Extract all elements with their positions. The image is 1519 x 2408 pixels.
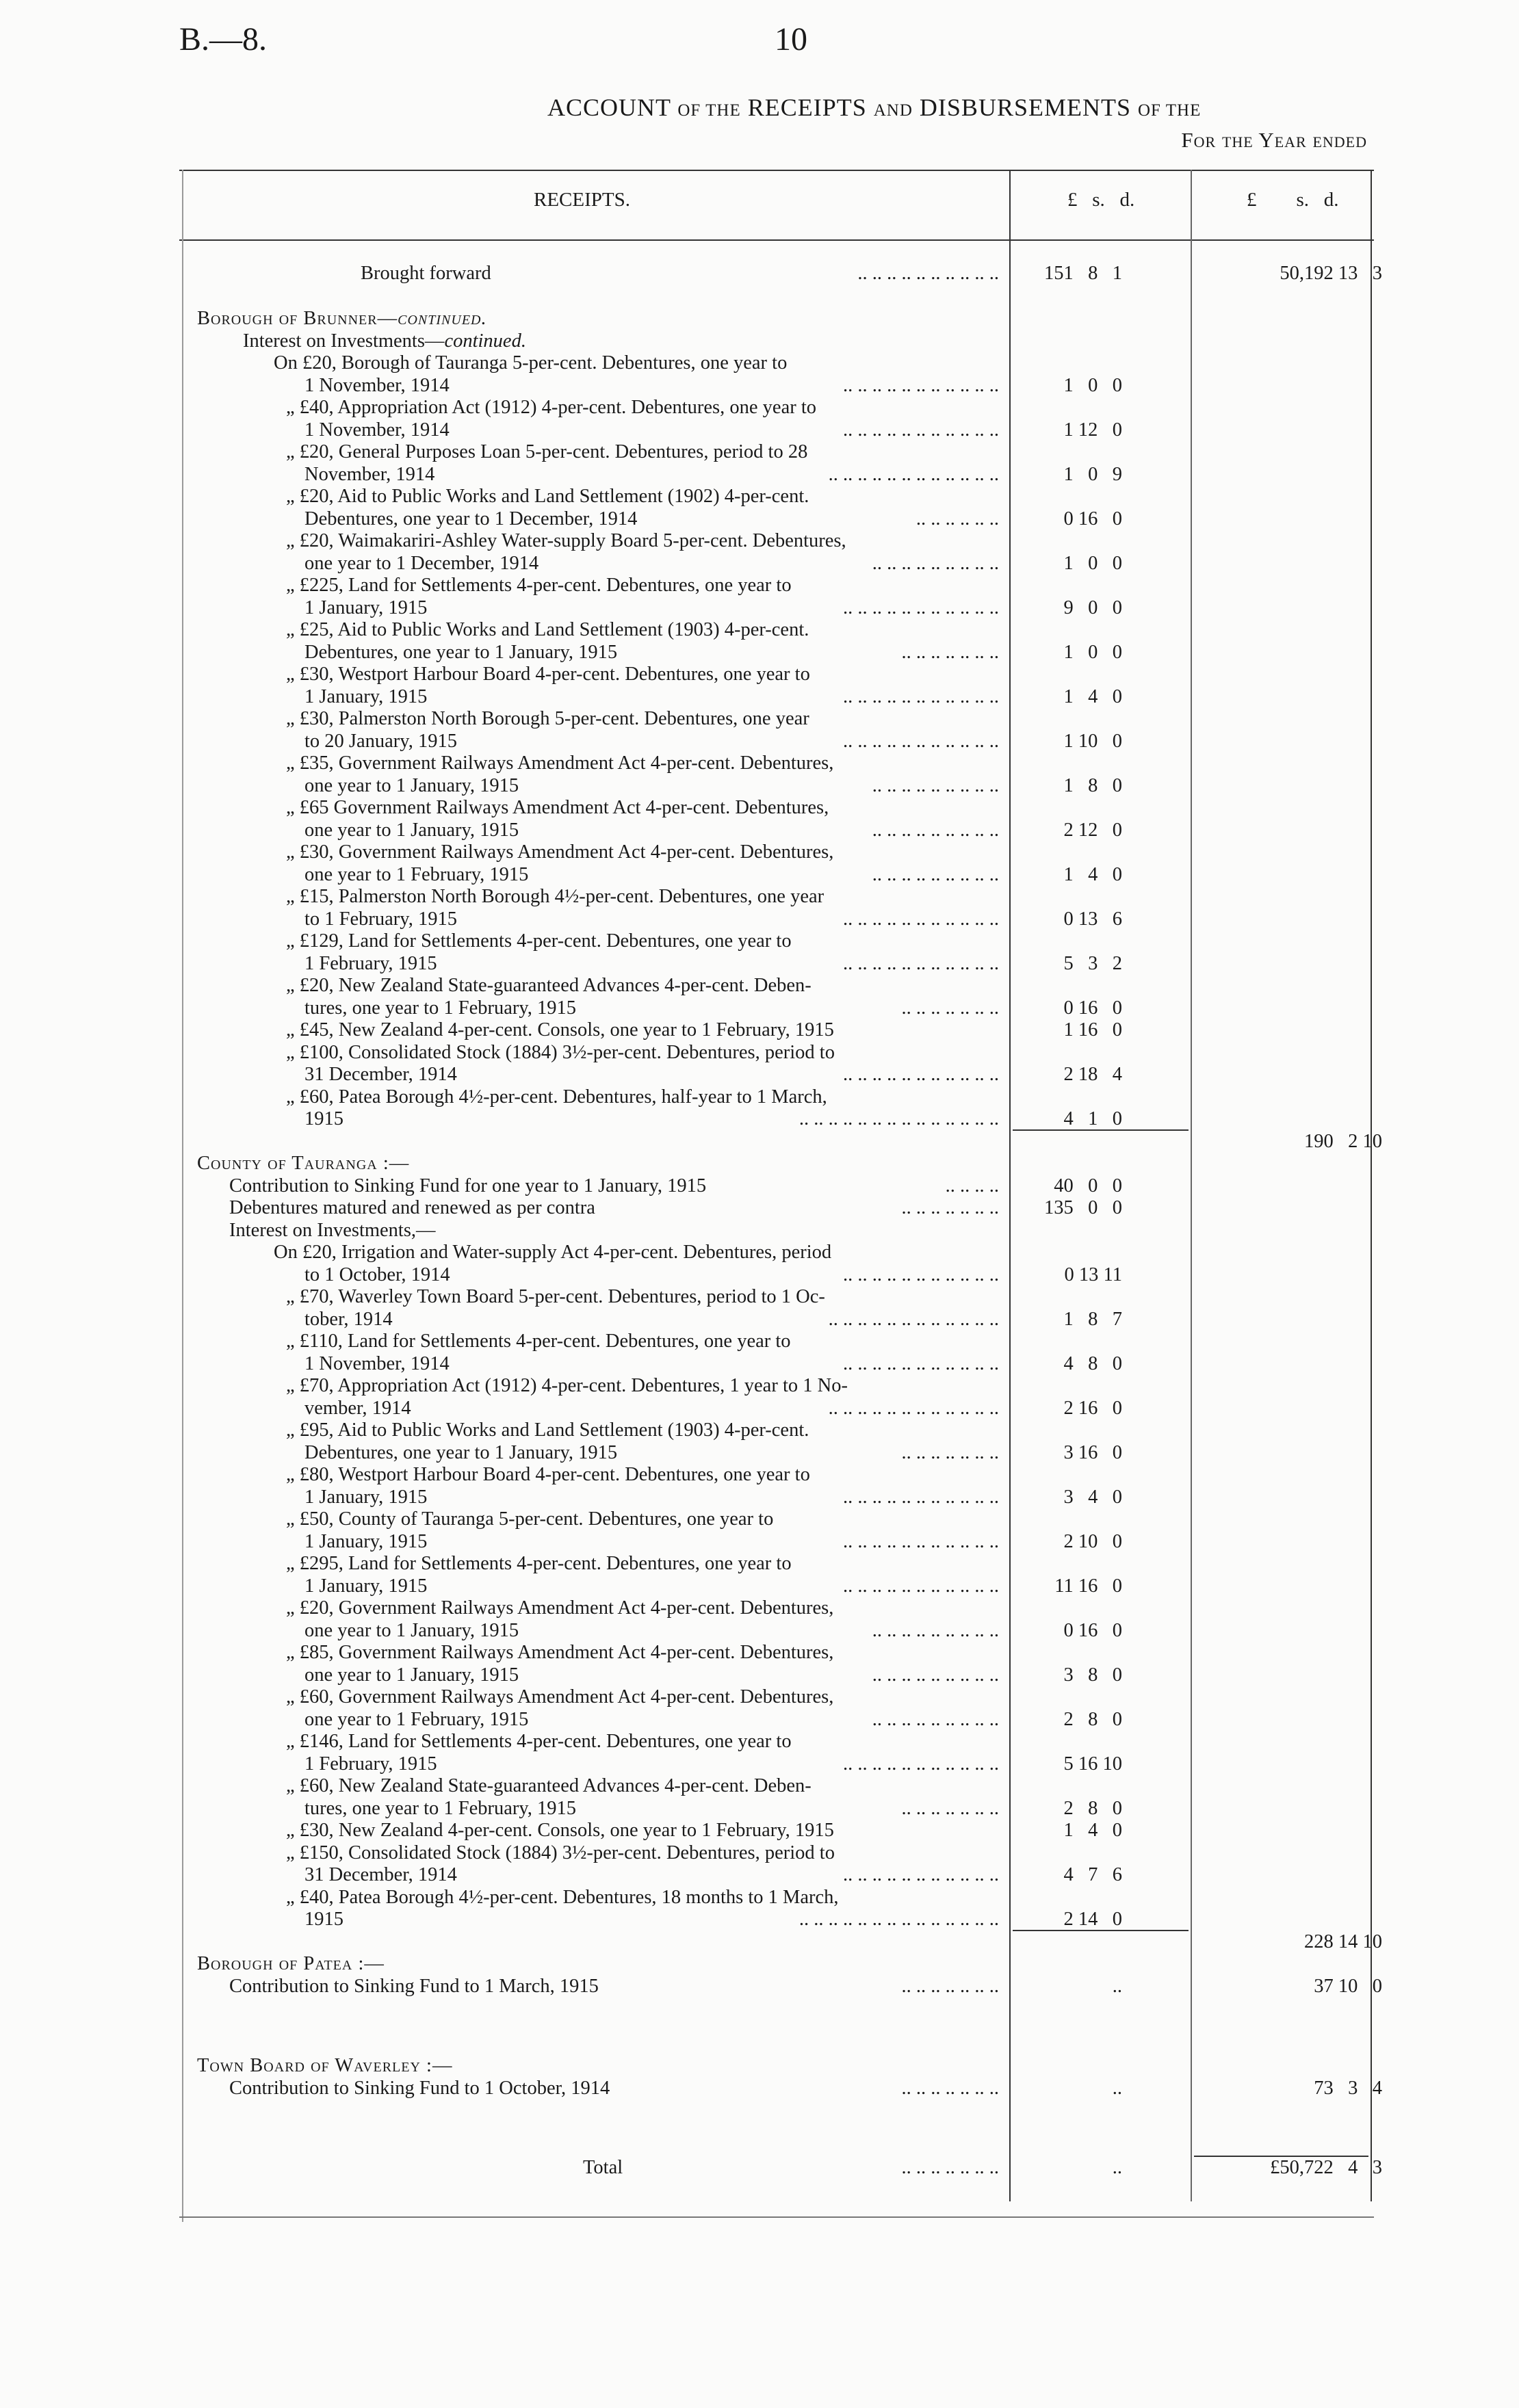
brought-forward-c2: 50,192 13 3 xyxy=(1280,263,1382,284)
table-row xyxy=(0,1664,1519,1687)
amount-c1: 3 4 0 xyxy=(1063,1486,1122,1508)
table-row xyxy=(0,530,1519,553)
item-line-cont: to 1 October, 1914 xyxy=(304,1264,450,1285)
table-row xyxy=(0,1131,1519,1153)
table-row xyxy=(0,664,1519,686)
item-line: „ £20, Aid to Public Works and Land Settlement (1902) 4-per-cent. xyxy=(286,486,809,507)
table-row xyxy=(0,1464,1519,1487)
table-row xyxy=(0,775,1519,798)
table-row xyxy=(0,397,1519,419)
item-line: „ £50, County of Tauranga 5-per-cent. Debentures, one year to xyxy=(286,1508,774,1530)
item-line: „ £20, Government Railways Amendment Act 4-per-cent. Debentures, xyxy=(286,1597,834,1619)
title-word: ACCOUNT xyxy=(547,94,671,121)
table-row xyxy=(0,1553,1519,1575)
subtotal-patea: 37 10 0 xyxy=(1314,1975,1382,1997)
item-line-cont: 1 February, 1915 xyxy=(304,1753,437,1775)
item-line: „ £70, Waverley Town Board 5-per-cent. Debentures, period to 1 Oc- xyxy=(286,1286,825,1307)
table-row xyxy=(0,253,1519,263)
table-row xyxy=(0,1731,1519,1753)
table-row xyxy=(0,597,1519,620)
leader-dots: .. .. .. .. .. .. .. .. .. xyxy=(872,1619,999,1641)
item-line: „ £80, Westport Harbour Board 4-per-cent. Debentures, one year to xyxy=(286,1464,810,1485)
subtotal-brunner: 190 2 10 xyxy=(1304,1130,1382,1152)
table-row xyxy=(0,1487,1519,1509)
table-row xyxy=(0,908,1519,931)
leader-dots: .. .. .. .. .. .. .. .. .. .. .. xyxy=(843,419,999,441)
table-row xyxy=(0,975,1519,997)
table-row xyxy=(0,1398,1519,1420)
table-row xyxy=(0,953,1519,976)
table-row xyxy=(0,1998,1519,2041)
leader-dots: .. .. .. .. .. .. .. xyxy=(901,2157,999,2178)
amount-c1: 4 8 0 xyxy=(1063,1352,1122,1374)
table-row xyxy=(0,508,1519,531)
item-line: „ £20, Waimakariri-Ashley Water-supply Board 5-per-cent. Debentures, xyxy=(286,530,846,551)
table-row xyxy=(0,1353,1519,1376)
table-row xyxy=(0,752,1519,775)
item-line: „ £20, General Purposes Loan 5-per-cent. Debentures, period to 28 xyxy=(286,441,808,462)
item-line-cont: one year to 1 January, 1915 xyxy=(304,819,519,841)
leader-dots: .. .. .. .. .. .. xyxy=(916,508,999,529)
table-row xyxy=(0,1597,1519,1620)
item-line: On £20, Borough of Tauranga 5-per-cent. Debentures, one year to xyxy=(274,352,788,374)
table-row xyxy=(0,1108,1519,1131)
table-row xyxy=(0,1620,1519,1643)
leader-dots: .. .. .. .. .. .. .. xyxy=(901,997,999,1019)
table-row xyxy=(0,1976,1519,1998)
item-line-cont: one year to 1 January, 1915 xyxy=(304,774,519,796)
amount-c1: 3 8 0 xyxy=(1063,1664,1122,1686)
table-row xyxy=(0,1220,1519,1242)
item-line-cont: 31 December, 1914 xyxy=(304,1864,457,1885)
table-row xyxy=(0,642,1519,664)
leader-dots: .. .. .. .. .. .. .. .. .. .. .. xyxy=(843,1575,999,1597)
table-row xyxy=(0,1753,1519,1776)
table-row xyxy=(0,820,1519,842)
table-row xyxy=(0,1442,1519,1465)
amount-c1: 135 0 0 xyxy=(1044,1197,1122,1218)
item-line: „ £129, Land for Settlements 4-per-cent. Debentures, one year to xyxy=(286,930,792,952)
table-row xyxy=(0,575,1519,597)
table-row xyxy=(0,263,1519,287)
section-heading-tauranga: County of Tauranga :— xyxy=(197,1153,410,1174)
amount-c1: 40 0 0 xyxy=(1054,1175,1122,1196)
table-row xyxy=(0,797,1519,820)
subtotal-tauranga: 228 14 10 xyxy=(1304,1931,1382,1952)
leader-dots: .. .. .. .. .. .. .. .. .. .. .. xyxy=(843,908,999,930)
leader-dots: .. .. .. .. .. .. .. .. .. .. .. .. xyxy=(828,463,999,485)
item-line: Contribution to Sinking Fund to 1 October, 1914 xyxy=(229,2077,610,2099)
item-line-cont: 1 February, 1915 xyxy=(304,952,437,974)
item-line-cont: vember, 1914 xyxy=(304,1397,411,1419)
amount-c1: 1 12 0 xyxy=(1063,419,1122,441)
table-row xyxy=(0,1820,1519,1842)
item-line: „ £30, New Zealand 4-per-cent. Consols, one year to 1 February, 1915 xyxy=(286,1820,834,1841)
table-row xyxy=(0,1531,1519,1554)
item-line: Contribution to Sinking Fund for one year to 1 January, 1915 xyxy=(229,1175,707,1196)
table-row xyxy=(0,1419,1519,1442)
table-row xyxy=(0,2041,1519,2055)
continued-label: continued. xyxy=(398,308,487,329)
leader-dots: .. .. .. .. .. .. .. .. .. xyxy=(872,863,999,885)
leader-dots: .. .. .. .. .. .. .. xyxy=(901,1197,999,1218)
item-line: „ £65 Government Railways Amendment Act 4-per-cent. Debentures, xyxy=(286,797,829,818)
table-row xyxy=(0,1286,1519,1309)
amount-c1: 0 13 11 xyxy=(1064,1264,1122,1285)
subheading-interest: Interest on Investments—continued. xyxy=(243,330,526,352)
table-row xyxy=(0,1775,1519,1798)
table-row xyxy=(0,553,1519,575)
title-word: AND xyxy=(873,101,913,120)
col1-header: £ s. d. xyxy=(1067,189,1135,211)
item-line: Contribution to Sinking Fund to 1 March, 1915 xyxy=(229,1975,599,1997)
leader-dots: .. .. .. .. .. .. .. xyxy=(901,641,999,663)
leader-dots: .. .. .. .. xyxy=(945,1175,999,1196)
leader-dots: .. .. .. .. .. .. .. .. .. xyxy=(872,819,999,841)
item-line: „ £30, Westport Harbour Board 4-per-cent. Debentures, one year to xyxy=(286,664,810,685)
item-line: „ £20, New Zealand State-guaranteed Advances 4-per-cent. Deben- xyxy=(286,975,812,996)
leader-dots: .. .. .. .. .. .. .. .. .. .. .. xyxy=(843,730,999,752)
item-line: „ £100, Consolidated Stock (1884) 3½-per-cent. Debentures, period to xyxy=(286,1041,835,1063)
item-line-cont: Debentures, one year to 1 January, 1915 xyxy=(304,641,618,663)
table-row xyxy=(0,708,1519,731)
amount-c1: 5 16 10 xyxy=(1063,1753,1122,1775)
item-line-cont: one year to 1 January, 1915 xyxy=(304,1664,519,1686)
item-line: „ £15, Palmerston North Borough 4½-per-cent. Debentures, one year xyxy=(286,886,825,907)
total-label: Total xyxy=(583,2157,623,2178)
table-row xyxy=(0,486,1519,508)
table-row xyxy=(0,1887,1519,1909)
leader-dots: .. .. .. .. .. .. .. .. .. xyxy=(872,774,999,796)
amount-c1: 2 12 0 xyxy=(1063,819,1122,841)
section-heading-brunner: Borough of Brunner—continued. xyxy=(197,308,487,329)
table-row xyxy=(0,1197,1519,1220)
amount-c1: 2 18 4 xyxy=(1063,1064,1122,1085)
table-row xyxy=(0,352,1519,375)
table-row xyxy=(0,1086,1519,1109)
amount-c1: 2 16 0 xyxy=(1063,1397,1122,1419)
table-row xyxy=(0,686,1519,709)
amount-c1: 1 8 0 xyxy=(1063,774,1122,796)
item-line: „ £60, Patea Borough 4½-per-cent. Debentures, half-year to 1 March, xyxy=(286,1086,827,1108)
title-word: OF THE xyxy=(1137,101,1202,120)
item-line: „ £25, Aid to Public Works and Land Settlement (1903) 4-per-cent. xyxy=(286,619,809,640)
table-row xyxy=(0,930,1519,953)
table-row xyxy=(0,1153,1519,1175)
amount-c1: 1 4 0 xyxy=(1063,863,1122,885)
continued-label: continued. xyxy=(444,330,526,352)
amount-c1: 1 0 0 xyxy=(1063,641,1122,663)
item-line-cont: 1 January, 1915 xyxy=(304,1530,428,1552)
table-row xyxy=(0,1798,1519,1820)
item-line-cont: one year to 1 January, 1915 xyxy=(304,1619,519,1641)
leader-dots: .. .. .. .. .. .. .. .. .. .. xyxy=(857,263,999,284)
brought-forward-c1: 151 8 1 xyxy=(1044,263,1122,284)
title-word: RECEIPTS xyxy=(747,94,867,121)
leader-dots: .. .. .. .. .. .. .. xyxy=(901,2077,999,2099)
amount-c1: 1 8 7 xyxy=(1063,1308,1122,1330)
amount-c1: 4 1 0 xyxy=(1063,1108,1122,1129)
table-row xyxy=(0,1842,1519,1865)
item-line: „ £85, Government Railways Amendment Act 4-per-cent. Debentures, xyxy=(286,1642,834,1663)
table-row xyxy=(0,308,1519,330)
amount-c1: 1 10 0 xyxy=(1063,730,1122,752)
leader-dots: .. .. .. .. .. .. .. .. .. xyxy=(872,552,999,574)
item-line-cont: 1915 xyxy=(304,1108,343,1129)
leader-dots: .. .. .. .. .. .. .. .. .. .. .. xyxy=(843,1064,999,1085)
amount-c1: 1 4 0 xyxy=(1063,1820,1122,1841)
table-row xyxy=(0,1931,1519,1954)
item-line-cont: 1 January, 1915 xyxy=(304,1486,428,1508)
amount-c1: 2 14 0 xyxy=(1063,1909,1122,1930)
title-word: OF THE xyxy=(677,101,741,120)
table-row xyxy=(0,464,1519,486)
item-line-cont: 1 November, 1914 xyxy=(304,419,450,441)
table-row xyxy=(0,2143,1519,2157)
leader-dots: .. .. .. .. .. .. .. xyxy=(901,1441,999,1463)
item-line-cont: tures, one year to 1 February, 1915 xyxy=(304,1797,577,1819)
subheading-interest: Interest on Investments,— xyxy=(229,1219,436,1241)
leader-dots: .. .. .. .. .. .. .. .. .. .. .. .. xyxy=(828,1308,999,1330)
table-row xyxy=(0,1042,1519,1064)
title-word: DISBURSEMENTS xyxy=(919,94,1131,121)
item-line-cont: Debentures, one year to 1 January, 1915 xyxy=(304,1441,618,1463)
table-row xyxy=(0,1709,1519,1731)
page-subtitle: For the Year ended xyxy=(1181,128,1367,152)
table-row xyxy=(0,1309,1519,1331)
table-row xyxy=(0,886,1519,908)
section-heading-patea: Borough of Patea :— xyxy=(197,1953,385,1974)
table-row xyxy=(0,287,1519,308)
table-row xyxy=(0,1242,1519,1264)
leader-dots: .. .. .. .. .. .. .. .. .. xyxy=(872,1708,999,1730)
table-row xyxy=(0,864,1519,887)
leader-dots: .. .. .. .. .. .. .. xyxy=(901,1975,999,1997)
leader-dots: .. .. .. .. .. .. .. .. .. .. .. .. .. .. xyxy=(799,1909,999,1930)
item-line-cont: to 1 February, 1915 xyxy=(304,908,457,930)
item-line-cont: tober, 1914 xyxy=(304,1308,393,1330)
table-row xyxy=(0,419,1519,442)
table-row xyxy=(0,375,1519,397)
table-row xyxy=(0,997,1519,1020)
leader-dots: .. .. .. .. .. .. .. .. .. .. .. xyxy=(843,952,999,974)
item-line: Debentures matured and renewed as per contra xyxy=(229,1197,595,1218)
item-line-cont: Debentures, one year to 1 December, 1914 xyxy=(304,508,638,529)
item-line: On £20, Irrigation and Water-supply Act 4-per-cent. Debentures, period xyxy=(274,1242,832,1263)
item-line-cont: one year to 1 December, 1914 xyxy=(304,552,539,574)
receipts-header: RECEIPTS. xyxy=(534,189,630,211)
receipts-table xyxy=(0,253,1519,2180)
bottom-rule xyxy=(179,2216,1374,2218)
item-line-cont: one year to 1 February, 1915 xyxy=(304,1708,529,1730)
item-line-cont: 1 January, 1915 xyxy=(304,597,428,618)
table-row xyxy=(0,1175,1519,1198)
item-line-cont: 1 January, 1915 xyxy=(304,1575,428,1597)
amount-c1: 1 16 0 xyxy=(1063,1019,1122,1041)
table-row xyxy=(0,841,1519,864)
total-c1: .. xyxy=(1112,2157,1122,2178)
page-number: 10 xyxy=(775,21,807,57)
table-row xyxy=(0,2157,1519,2180)
subtotal-waverley: 73 3 4 xyxy=(1314,2077,1382,2099)
table-row xyxy=(0,731,1519,753)
item-line: „ £60, New Zealand State-guaranteed Advances 4-per-cent. Deben- xyxy=(286,1775,812,1796)
item-line: „ £225, Land for Settlements 4-per-cent. Debentures, one year to xyxy=(286,575,792,596)
leader-dots: .. .. .. .. .. .. .. .. .. .. .. .. xyxy=(828,1397,999,1419)
item-line-cont: one year to 1 February, 1915 xyxy=(304,863,529,885)
item-line-cont: 31 December, 1914 xyxy=(304,1064,457,1085)
leader-dots: .. .. .. .. .. .. .. .. .. xyxy=(872,1664,999,1686)
amount-c1: 1 0 9 xyxy=(1063,463,1122,485)
table-row xyxy=(0,1953,1519,1976)
table-row xyxy=(0,1686,1519,1709)
item-line: „ £60, Government Railways Amendment Act 4-per-cent. Debentures, xyxy=(286,1686,834,1707)
table-row xyxy=(0,1264,1519,1287)
leader-dots: .. .. .. .. .. .. .. .. .. .. .. xyxy=(843,1864,999,1885)
item-line: „ £146, Land for Settlements 4-per-cent. Debentures, one year to xyxy=(286,1731,792,1752)
table-row xyxy=(0,441,1519,464)
item-line: „ £95, Aid to Public Works and Land Settlement (1903) 4-per-cent. xyxy=(286,1419,809,1441)
item-line-cont: November, 1914 xyxy=(304,463,435,485)
item-line: „ £30, Palmerston North Borough 5-per-cent. Debentures, one year xyxy=(286,708,809,729)
amount-c1: 1 0 0 xyxy=(1063,374,1122,396)
section-heading-waverley: Town Board of Waverley :— xyxy=(197,2055,453,2076)
amount-c1: 5 3 2 xyxy=(1063,952,1122,974)
table-row xyxy=(0,1864,1519,1887)
table-row xyxy=(0,1642,1519,1664)
table-row xyxy=(0,2055,1519,2078)
page-code: B.—8. xyxy=(179,21,268,57)
amount-c1: 3 16 0 xyxy=(1063,1441,1122,1463)
amount-c1: 4 7 6 xyxy=(1063,1864,1122,1885)
table-row xyxy=(0,1019,1519,1042)
brought-forward-label: Brought forward xyxy=(361,263,491,284)
col2-header: £ s. d. xyxy=(1247,189,1339,211)
leader-dots: .. .. .. .. .. .. .. .. .. .. .. xyxy=(843,1530,999,1552)
amount-c1: 2 8 0 xyxy=(1063,1797,1122,1819)
amount-c1: .. xyxy=(1112,1975,1122,1997)
amount-c1: 0 16 0 xyxy=(1063,508,1122,529)
amount-c1: 0 13 6 xyxy=(1063,908,1122,930)
item-line-cont: 1 November, 1914 xyxy=(304,374,450,396)
item-line: „ £150, Consolidated Stock (1884) 3½-per-cent. Debentures, period to xyxy=(286,1842,835,1863)
item-line: „ £40, Appropriation Act (1912) 4-per-cent. Debentures, one year to xyxy=(286,397,817,418)
header-rule xyxy=(179,239,1374,241)
table-row xyxy=(0,330,1519,353)
table-row xyxy=(0,1508,1519,1531)
amount-c1: 0 16 0 xyxy=(1063,1619,1122,1641)
leader-dots: .. .. .. .. .. .. .. xyxy=(901,1797,999,1819)
leader-dots: .. .. .. .. .. .. .. .. .. .. .. xyxy=(843,1753,999,1775)
grand-total: £50,722 4 3 xyxy=(1270,2157,1382,2178)
table-row xyxy=(0,619,1519,642)
table-row xyxy=(0,1575,1519,1598)
leader-dots: .. .. .. .. .. .. .. .. .. .. .. xyxy=(843,1486,999,1508)
leader-dots: .. .. .. .. .. .. .. .. .. .. .. xyxy=(843,1352,999,1374)
leader-dots: .. .. .. .. .. .. .. .. .. .. .. .. .. .. xyxy=(799,1108,999,1129)
table-row xyxy=(0,1064,1519,1086)
leader-dots: .. .. .. .. .. .. .. .. .. .. .. xyxy=(843,597,999,618)
item-line: „ £30, Government Railways Amendment Act 4-per-cent. Debentures, xyxy=(286,841,834,863)
leader-dots: .. .. .. .. .. .. .. .. .. .. .. xyxy=(843,374,999,396)
item-line: „ £110, Land for Settlements 4-per-cent. Debentures, one year to xyxy=(286,1331,791,1352)
table-row xyxy=(0,1375,1519,1398)
item-line-cont: 1 January, 1915 xyxy=(304,685,428,707)
top-rule xyxy=(179,170,1374,171)
leader-dots: .. .. .. .. .. .. .. .. .. .. .. xyxy=(843,685,999,707)
amount-c1: .. xyxy=(1112,2077,1122,2099)
table-row xyxy=(0,2078,1519,2100)
table-row xyxy=(0,1909,1519,1931)
amount-c1: 1 0 0 xyxy=(1063,552,1122,574)
item-line: „ £45, New Zealand 4-per-cent. Consols, one year to 1 February, 1915 xyxy=(286,1019,834,1041)
amount-c1: 11 16 0 xyxy=(1054,1575,1122,1597)
table-row xyxy=(0,1331,1519,1353)
item-line: „ £40, Patea Borough 4½-per-cent. Debentures, 18 months to 1 March, xyxy=(286,1886,839,1908)
amount-c1: 1 4 0 xyxy=(1063,685,1122,707)
amount-c1: 2 10 0 xyxy=(1063,1530,1122,1552)
page-title xyxy=(547,93,1201,122)
leader-dots: .. .. .. .. .. .. .. .. .. .. .. xyxy=(843,1264,999,1285)
amount-c1: 0 16 0 xyxy=(1063,997,1122,1019)
amount-c1: 9 0 0 xyxy=(1063,597,1122,618)
item-line: „ £70, Appropriation Act (1912) 4-per-cent. Debentures, 1 year to 1 No- xyxy=(286,1375,848,1396)
item-line-cont: 1 November, 1914 xyxy=(304,1352,450,1374)
table-row xyxy=(0,2099,1519,2143)
item-line: „ £295, Land for Settlements 4-per-cent. Debentures, one year to xyxy=(286,1553,792,1574)
item-line-cont: to 20 January, 1915 xyxy=(304,730,457,752)
item-line-cont: tures, one year to 1 February, 1915 xyxy=(304,997,577,1019)
item-line: „ £35, Government Railways Amendment Act 4-per-cent. Debentures, xyxy=(286,752,834,774)
amount-c1: 2 8 0 xyxy=(1063,1708,1122,1730)
item-line-cont: 1915 xyxy=(304,1909,343,1930)
